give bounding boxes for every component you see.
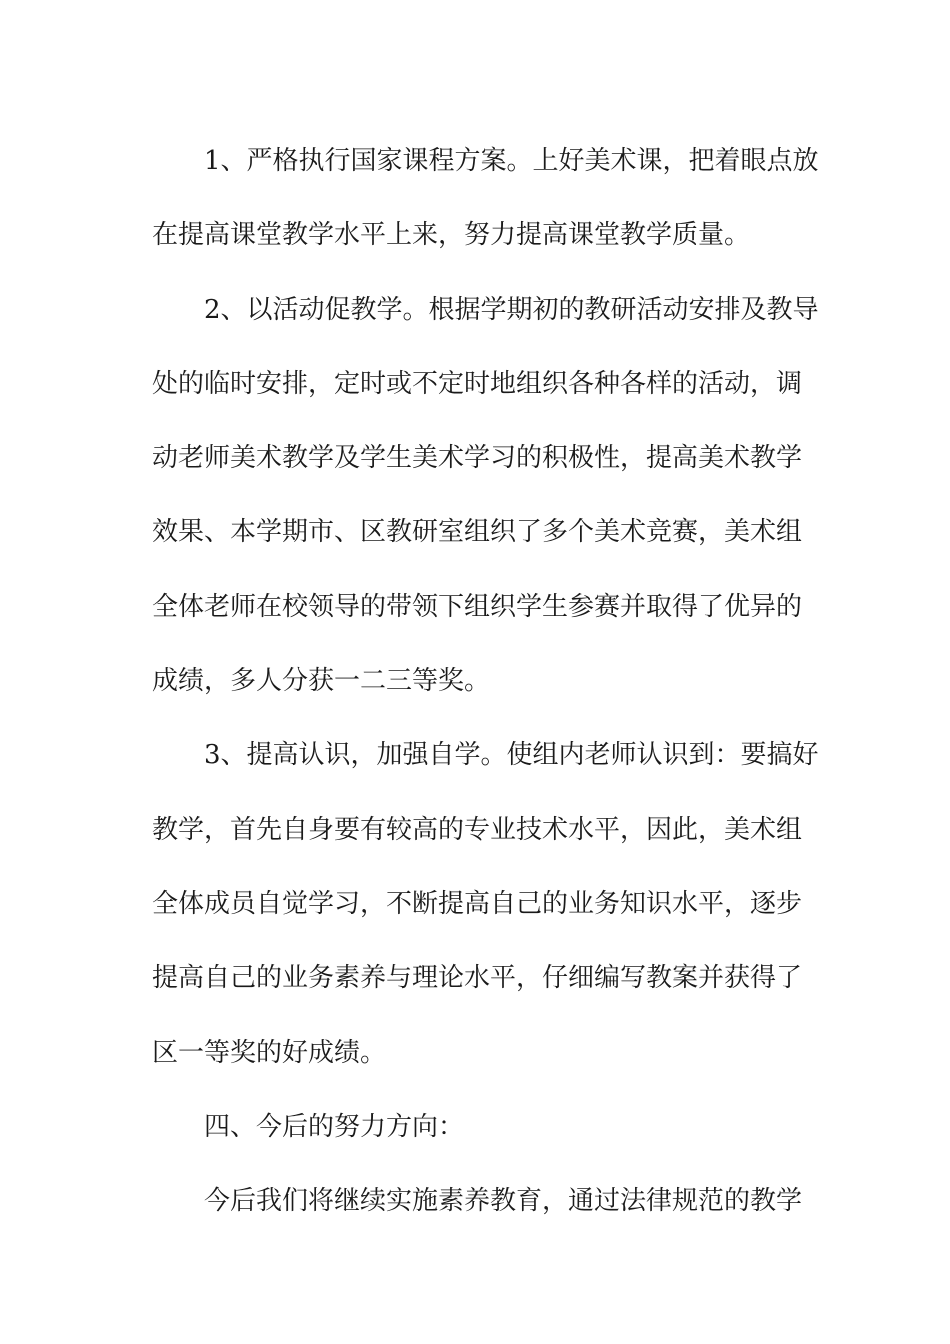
paragraph-2-line-5: 全体老师在校领导的带领下组织学生参赛并取得了优异的 bbox=[152, 591, 803, 622]
paragraph-3-line-3: 全体成员自觉学习，不断提高自己的业务知识水平，逐步 bbox=[152, 888, 803, 919]
paragraph-1-line-2: 在提高课堂教学水平上来，努力提高课堂教学质量。 bbox=[152, 220, 751, 251]
paragraph-1-line-1: 1、严格执行国家课程方案。上好美术课，把着眼点放 bbox=[204, 146, 819, 176]
paragraph-2-line-2: 处的临时安排，定时或不定时地组织各种各样的活动，调 bbox=[152, 368, 803, 399]
paragraph-3-line-4: 提高自己的业务素养与理论水平，仔细编写教案并获得了 bbox=[152, 963, 803, 994]
paragraph-2-line-4: 效果、本学期市、区教研室组织了多个美术竞赛，美术组 bbox=[152, 517, 803, 548]
paragraph-2-line-6: 成绩，多人分获一二三等奖。 bbox=[152, 666, 491, 697]
paragraph-4-line-1: 今后我们将继续实施素养教育，通过法律规范的教学 bbox=[204, 1186, 803, 1217]
paragraph-3-line-1: 3、提高认识，加强自学。使组内老师认识到：要搞好 bbox=[204, 740, 819, 771]
document-body bbox=[152, 124, 819, 1238]
paragraph-3-line-2: 教学，首先自身要有较高的专业技术水平，因此，美术组 bbox=[152, 814, 803, 845]
paragraph-2-line-3: 动老师美术教学及学生美术学习的积极性，提高美术教学 bbox=[152, 443, 803, 474]
paragraph-2-line-1: 2、以活动促教学。根据学期初的教研活动安排及教导 bbox=[204, 294, 819, 325]
section-heading: 四、今后的努力方向： bbox=[204, 1111, 465, 1142]
paragraph-3-line-5: 区一等奖的好成绩。 bbox=[152, 1037, 387, 1068]
